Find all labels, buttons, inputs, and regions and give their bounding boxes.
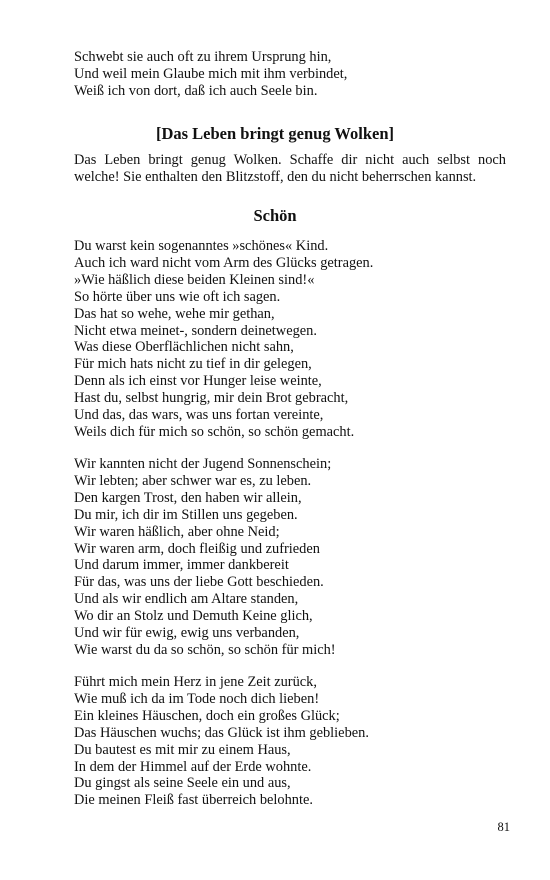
- intro-verse: [74, 49, 494, 100]
- verse-line: Weils dich für mich so schön, so schön gemacht.: [74, 423, 355, 440]
- verse-line: Wir waren arm, doch fleißig und zufrieden: [74, 540, 320, 557]
- verse-line: Was diese Oberflächlichen nicht sahn,: [74, 339, 294, 356]
- verse-line: Die meinen Fleiß fast überreich belohnte.: [74, 792, 313, 809]
- verse-line: Das Häuschen wuchs; das Glück ist ihm geblieben.: [74, 724, 369, 741]
- verse-line: Und als wir endlich am Altare standen,: [74, 591, 299, 608]
- verse-line: Denn als ich einst vor Hunger leise weinte,: [74, 373, 322, 390]
- verse-line: »Wie häßlich diese beiden Kleinen sind!«: [74, 271, 315, 288]
- verse-line: Führt mich mein Herz in jene Zeit zurück,: [74, 674, 317, 690]
- verse-line: Ein kleines Häuschen, doch ein großes Glück;: [74, 707, 340, 724]
- poem-stanza-1: [74, 238, 494, 441]
- verse-line: Du warst kein sogenanntes »schönes« Kind.: [74, 238, 329, 254]
- verse-line: Nicht etwa meinet-, sondern deinetwegen.: [74, 322, 317, 339]
- verse-line: So hörte über uns wie oft ich sagen.: [74, 288, 281, 305]
- verse-line: Und wir für ewig, ewig uns verbanden,: [74, 625, 300, 642]
- page-number: 81: [497, 820, 510, 834]
- prose-paragraph: [74, 152, 506, 186]
- verse-line: Wir kannten nicht der Jugend Sonnenschein;: [74, 456, 332, 472]
- verse-line: Und darum immer, immer dankbereit: [74, 557, 289, 574]
- verse-line: Du gingst als seine Seele ein und aus,: [74, 775, 291, 792]
- verse-line: Auch ich ward nicht vom Arm des Glücks getragen.: [74, 254, 374, 271]
- verse-line: Du bautest es mit mir zu einem Haus,: [74, 741, 291, 758]
- verse-line: Für mich hats nicht zu tief in dir gelegen,: [74, 356, 312, 373]
- verse-line: Wie warst du da so schön, so schön für mich!: [74, 641, 336, 658]
- poem-stanza-3: [74, 674, 494, 809]
- prose-line: welche! Sie enthalten den Blitzstoff, den du nicht beherrschen kannst.: [74, 168, 477, 185]
- verse-line: Und weil mein Glaube mich mit ihm verbindet,: [74, 65, 348, 82]
- verse-line: Wo dir an Stolz und Demuth Keine glich,: [74, 608, 313, 625]
- verse-line: Für das, was uns der liebe Gott beschieden.: [74, 574, 324, 591]
- verse-line: Weiß ich von dort, daß ich auch Seele bin.: [74, 82, 318, 99]
- verse-line: Den kargen Trost, den haben wir allein,: [74, 489, 302, 506]
- verse-line: Du mir, ich dir im Stillen uns gegeben.: [74, 506, 298, 523]
- poem-title: Schön: [253, 206, 297, 225]
- verse-line: Wir waren häßlich, aber ohne Neid;: [74, 523, 280, 540]
- poem-stanza-2: [74, 456, 494, 659]
- verse-line: In dem der Himmel auf der Erde wohnte.: [74, 758, 312, 775]
- verse-line: Und das, das wars, was uns fortan vereinte,: [74, 407, 324, 424]
- prose-line: Das Leben bringt genug Wolken. Schaffe dir nicht auch selbst noch: [74, 152, 506, 168]
- verse-line: Wie muß ich da im Tode noch dich lieben!: [74, 690, 320, 707]
- section-heading: [Das Leben bringt genug Wolken]: [155, 124, 395, 143]
- verse-line: Wir lebten; aber schwer war es, zu leben.: [74, 472, 312, 489]
- verse-line: Hast du, selbst hungrig, mir dein Brot gebracht,: [74, 390, 349, 407]
- verse-line: Schwebt sie auch oft zu ihrem Ursprung hin,: [74, 49, 332, 65]
- verse-line: Das hat so wehe, wehe mir gethan,: [74, 305, 275, 322]
